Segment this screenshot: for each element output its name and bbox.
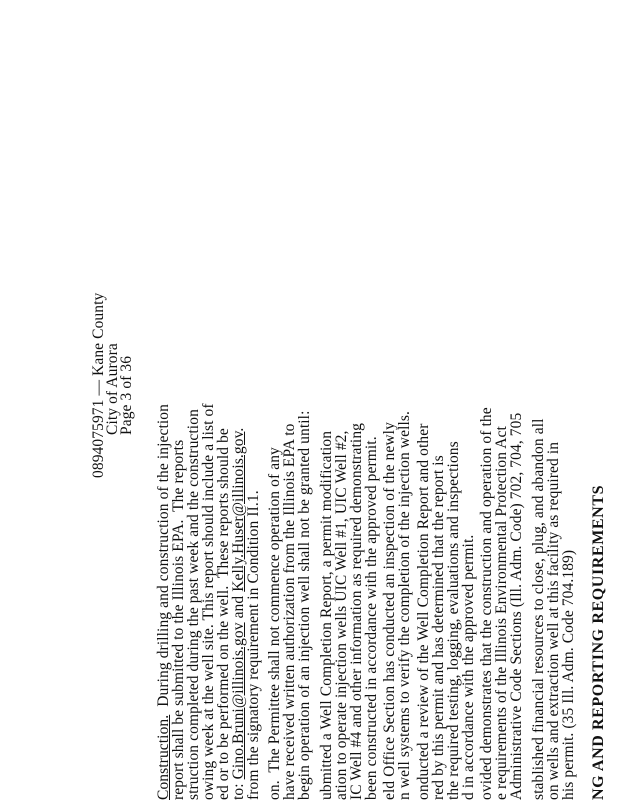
para1-line6-prefix: to: — [230, 779, 247, 800]
para6-line3: Administrative Code Sections (Ill. Adm. Code) 702, 704, 705 — [508, 412, 525, 800]
para1-line6-mid: and — [230, 591, 247, 623]
para1-line3: struction completed during the past week and the construction — [185, 409, 202, 800]
para1-line7: from the signatory requirement in Condition II.1. — [245, 490, 262, 800]
email-link-kelly[interactable]: Kelly.Huser@illinois.gov — [230, 431, 247, 592]
para4-line2: n well systems to verify the completion of the injection wells. — [396, 411, 413, 800]
para4-line1: eld Office Section has conducted an inspection of the newly — [381, 422, 398, 800]
para6-line1: ovided demonstrates that the construction and operation of the — [478, 407, 495, 800]
para7-line2: on wells and extraction well at this facility as required in — [545, 441, 562, 800]
para5-line3: the required testing, logging, evaluations and inspections — [445, 441, 462, 800]
para1-line6-suffix: . — [230, 427, 247, 432]
para6-line2: e requirements of the Illinois Environmental Protection Act — [493, 426, 510, 800]
para5-line1: onducted a review of the Well Completion Report and other — [415, 423, 432, 800]
para3-line1: ubmitted a Well Completion Report, a permit modification — [318, 430, 335, 800]
para2-line1: on. The Permittee shall not commence operation of any — [266, 447, 283, 800]
para7-line1: stablished financial resources to close, plug, and abandon all — [530, 418, 547, 800]
city-line: City of Aurora — [104, 343, 121, 435]
page-number-line: Page 3 of 36 — [118, 355, 135, 435]
para7-line3: his permit. (35 Ill. Adm. Code 704.189) — [560, 549, 577, 800]
para1-line4: owing week at the well site. This report should include a list of — [200, 403, 217, 800]
para3-line3: IC Well #4 and other information as required demonstrating — [348, 422, 365, 800]
para1-line1-text: During drilling and construction of the injection — [155, 404, 172, 715]
para3-line2: ation to operate injection wells UIC Well #1, UIC Well #2, — [333, 430, 350, 800]
para1-line2: report shall be submitted to the Illinois EPA. The reports — [170, 439, 187, 800]
para3-line4: been constructed in accordance with the approved permit. — [363, 436, 380, 800]
permit-id-line: 0894075971 — Kane County — [90, 292, 107, 478]
para1-line5: ed or to be performed on the well. These reports should be — [215, 428, 232, 800]
para5-line4: d in accordance with the approved permit. — [460, 534, 477, 800]
construction-heading: Construction. — [155, 714, 172, 800]
para5-line2: red by this permit and has determined that the report is — [430, 455, 447, 800]
email-link-gino[interactable]: Gino.Bruni@illinois.gov — [230, 622, 247, 780]
section-heading: NG AND REPORTING REQUIREMENTS — [590, 484, 607, 800]
para2-line2: have received written authorization from the Illinois EPA to — [281, 423, 298, 800]
para2-line3: begin operation of an injection well shall not be granted until: — [296, 410, 313, 800]
